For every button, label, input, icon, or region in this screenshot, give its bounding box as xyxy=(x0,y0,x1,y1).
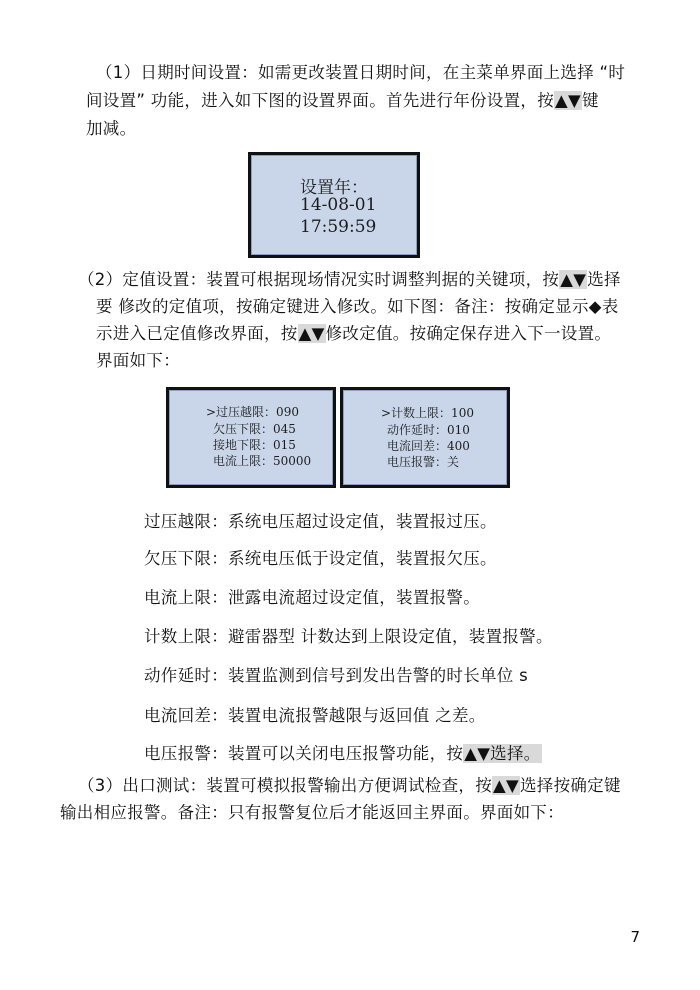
arrow-keys-label: ▲▼选择。 xyxy=(464,744,541,763)
arrow-keys-label: ▲▼ xyxy=(560,270,587,289)
text: 修改定值。按确定保存进入下一设置。 xyxy=(325,324,612,343)
paragraph-line xyxy=(78,268,621,292)
text: 界面如下： xyxy=(96,351,180,370)
text: （2）定值设置：装置可根据现场情况实时调整判据的关键项，按 xyxy=(78,270,560,289)
lcd-row: 接地下限：015 xyxy=(213,438,296,452)
lcd-time: 17:59:59 xyxy=(300,217,377,237)
lcd-row: 电压报警：关 xyxy=(387,455,460,469)
text: 要 修改的定值项，按确定键进入修改。如下图：备注：按确定显示◆表 xyxy=(96,297,619,316)
arrow-keys-label: ▲▼ xyxy=(298,324,325,343)
text: 示进入已定值修改界面，按 xyxy=(96,324,298,343)
text: 选择按确定键 xyxy=(519,776,621,795)
definition-item: 过压越限：系统电压超过设定值，装置报过压。 xyxy=(144,512,497,531)
definition-item: 动作延时：装置监测到信号到发出告警的时长单位 s xyxy=(144,666,529,685)
lcd-date: 14-08-01 xyxy=(300,195,377,215)
lcd-screen-date-setting xyxy=(248,152,420,258)
text: 键 xyxy=(581,91,599,110)
paragraph-line xyxy=(96,322,611,346)
lcd-title: 设置年： xyxy=(300,178,368,198)
paragraph-line xyxy=(96,61,625,85)
arrow-keys-label: ▲▼ xyxy=(555,91,581,110)
definition-item: 欠压下限：系统电压低于设定值，装置报欠压。 xyxy=(144,549,497,568)
lcd-row: 动作延时：010 xyxy=(387,423,470,437)
definition-item: 电流上限：泄露电流超过设定值，装置报警。 xyxy=(144,588,480,607)
lcd-row: >过压越限：090 xyxy=(206,405,299,419)
paragraph-line xyxy=(78,774,621,798)
lcd-screen-setpoints-2 xyxy=(340,387,510,488)
lcd-screen-setpoints-1 xyxy=(166,387,336,488)
lcd-row: 欠压下限：045 xyxy=(213,422,296,436)
text: 间设置” 功能，进入如下图的设置界面。首先进行年份设置，按 xyxy=(86,91,554,110)
arrow-keys-label: ▲▼ xyxy=(493,776,519,795)
lcd-row: >计数上限：100 xyxy=(381,406,474,420)
lcd-row: 电流回差：400 xyxy=(387,439,470,453)
text: （1）日期时间设置：如需更改装置日期时间，在主菜单界面上选择 “时 xyxy=(96,63,626,82)
text: 电压报警：装置可以关闭电压报警功能，按 xyxy=(144,744,464,763)
paragraph-line xyxy=(86,89,599,113)
text: 输出相应报警。备注：只有报警复位后才能返回主界面。界面如下： xyxy=(60,803,564,822)
paragraph-line xyxy=(96,295,619,319)
lcd-row: 电流上限：50000 xyxy=(213,454,312,468)
paragraph-line xyxy=(60,801,564,825)
text: 加减。 xyxy=(86,119,137,138)
definition-item: 电流回差：装置电流报警越限与返回值 之差。 xyxy=(144,706,486,725)
definition-item xyxy=(144,742,542,766)
paragraph-line xyxy=(96,349,180,373)
text: （3）出口测试：装置可模拟报警输出方便调试检查，按 xyxy=(78,776,492,795)
definition-item: 计数上限：避雷器型 计数达到上限设定值，装置报警。 xyxy=(144,627,553,646)
page-number: 7 xyxy=(630,928,640,946)
text: 选择 xyxy=(587,270,621,289)
paragraph-line xyxy=(86,117,136,141)
